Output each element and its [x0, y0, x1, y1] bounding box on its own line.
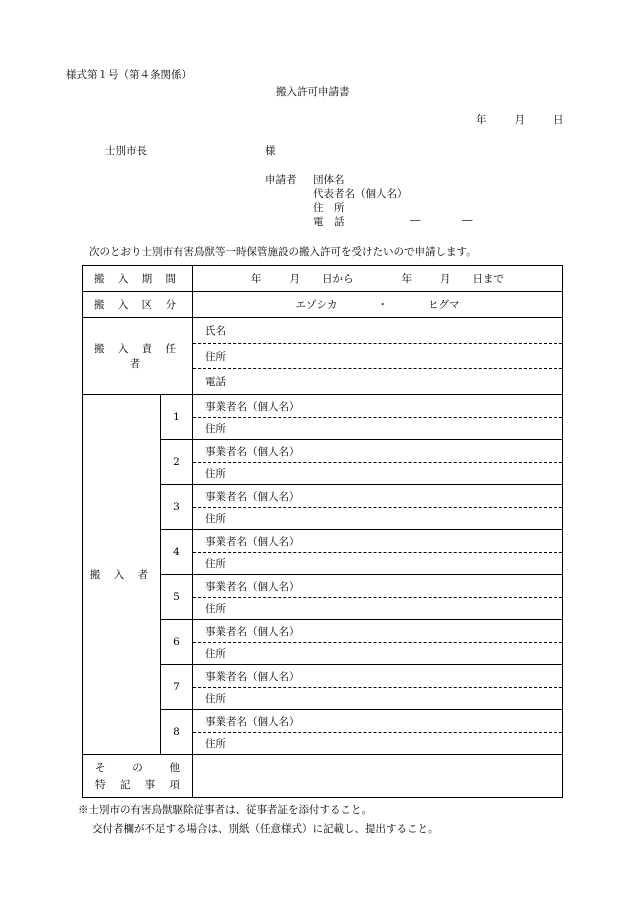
applicant-org: 団体名 — [313, 174, 345, 186]
carrier-number: 3 — [161, 485, 193, 530]
phone-separator: ― — [462, 214, 473, 226]
carrier-name-field[interactable]: 事業者名（個人名） — [193, 620, 563, 643]
remarks-label-line2: 特 記 事 項 — [95, 779, 180, 791]
remarks-label-line1: そ の 他 — [95, 762, 180, 774]
carrier-address-field[interactable]: 住所 — [193, 598, 563, 620]
remarks-field[interactable] — [193, 755, 563, 798]
day-label: 日 — [553, 114, 564, 126]
carrier-number: 8 — [161, 710, 193, 755]
addressee-name: 士別市長 — [105, 145, 147, 157]
intro-text: 次のとおり士別市有害鳥獣等一時保管施設の搬入許可を受けたいので申請します。 — [89, 246, 477, 258]
carrier-number: 2 — [161, 440, 193, 485]
carrier-address-field[interactable]: 住所 — [193, 643, 563, 665]
remarks-label — [83, 755, 193, 798]
page-title: 搬入許可申請書 — [276, 86, 350, 98]
category-label: 搬 入 区 分 — [83, 292, 193, 318]
month-label: 月 — [514, 114, 525, 126]
responsible-label: 搬 入 責 任 者 — [83, 318, 193, 395]
phone-separator: ― — [410, 214, 421, 226]
year-label: 年 — [476, 114, 487, 126]
category-row — [83, 292, 563, 318]
responsible-phone-field[interactable]: 電話 — [193, 369, 563, 395]
applicant-label: 申請者 — [265, 174, 297, 186]
note-1: ※士別市の有害鳥獣駆除従事者は、従事者証を添付すること。 — [78, 804, 372, 816]
note-2: 交付者欄が不足する場合は、別紙（任意様式）に記載し、提出すること。 — [92, 823, 439, 835]
responsible-name-field[interactable]: 氏名 — [193, 318, 563, 344]
carrier-number: 4 — [161, 530, 193, 575]
carrier-name-field[interactable]: 事業者名（個人名） — [193, 440, 563, 463]
period-day-to: 日まで — [472, 273, 505, 285]
carrier-name-field[interactable]: 事業者名（個人名） — [193, 485, 563, 508]
carrier-number: 7 — [161, 665, 193, 710]
form-number: 様式第１号（第４条関係） — [66, 69, 192, 81]
carrier-address-field[interactable]: 住所 — [193, 688, 563, 710]
carrier-name-field[interactable]: 事業者名（個人名） — [193, 665, 563, 688]
carrier-number: 6 — [161, 620, 193, 665]
carrier-name-field[interactable]: 事業者名（個人名） — [193, 530, 563, 553]
category-field[interactable] — [193, 292, 563, 318]
period-label: 搬 入 期 間 — [83, 266, 193, 292]
application-table — [82, 265, 563, 798]
carrier-address-field[interactable]: 住所 — [193, 463, 563, 485]
carrier-address-field[interactable]: 住所 — [193, 418, 563, 440]
carrier-name-field[interactable]: 事業者名（個人名） — [193, 710, 563, 733]
carrier-address-field[interactable]: 住所 — [193, 553, 563, 575]
carrier-label: 搬 入 者 — [83, 395, 161, 755]
period-month-to: 月 — [440, 273, 451, 285]
responsible-address-field[interactable]: 住所 — [193, 344, 563, 369]
date-line — [476, 112, 564, 127]
category-separator: ・ — [377, 299, 389, 311]
period-year-from: 年 — [251, 273, 262, 285]
carrier-number: 5 — [161, 575, 193, 620]
carrier-address-field[interactable]: 住所 — [193, 733, 563, 755]
responsible-row — [83, 318, 563, 344]
applicant-address: 住 所 — [313, 202, 345, 214]
addressee-honorific: 様 — [265, 145, 276, 157]
carrier-name-field[interactable]: 事業者名（個人名） — [193, 395, 563, 418]
remarks-row — [83, 755, 563, 798]
period-row — [83, 266, 563, 292]
applicant-phone: 電 話 — [313, 216, 345, 228]
carrier-row — [83, 395, 563, 418]
category-deer[interactable]: エゾシカ — [295, 299, 338, 311]
carrier-number: 1 — [161, 395, 193, 440]
applicant-rep: 代表者名（個人名） — [313, 188, 408, 200]
category-bear[interactable]: ヒグマ — [428, 299, 460, 311]
period-month-from: 月 — [289, 273, 301, 285]
period-field[interactable] — [193, 266, 563, 292]
period-day-from: 日から — [322, 273, 354, 285]
carrier-address-field[interactable]: 住所 — [193, 508, 563, 530]
carrier-name-field[interactable]: 事業者名（個人名） — [193, 575, 563, 598]
period-year-to: 年 — [401, 273, 413, 285]
